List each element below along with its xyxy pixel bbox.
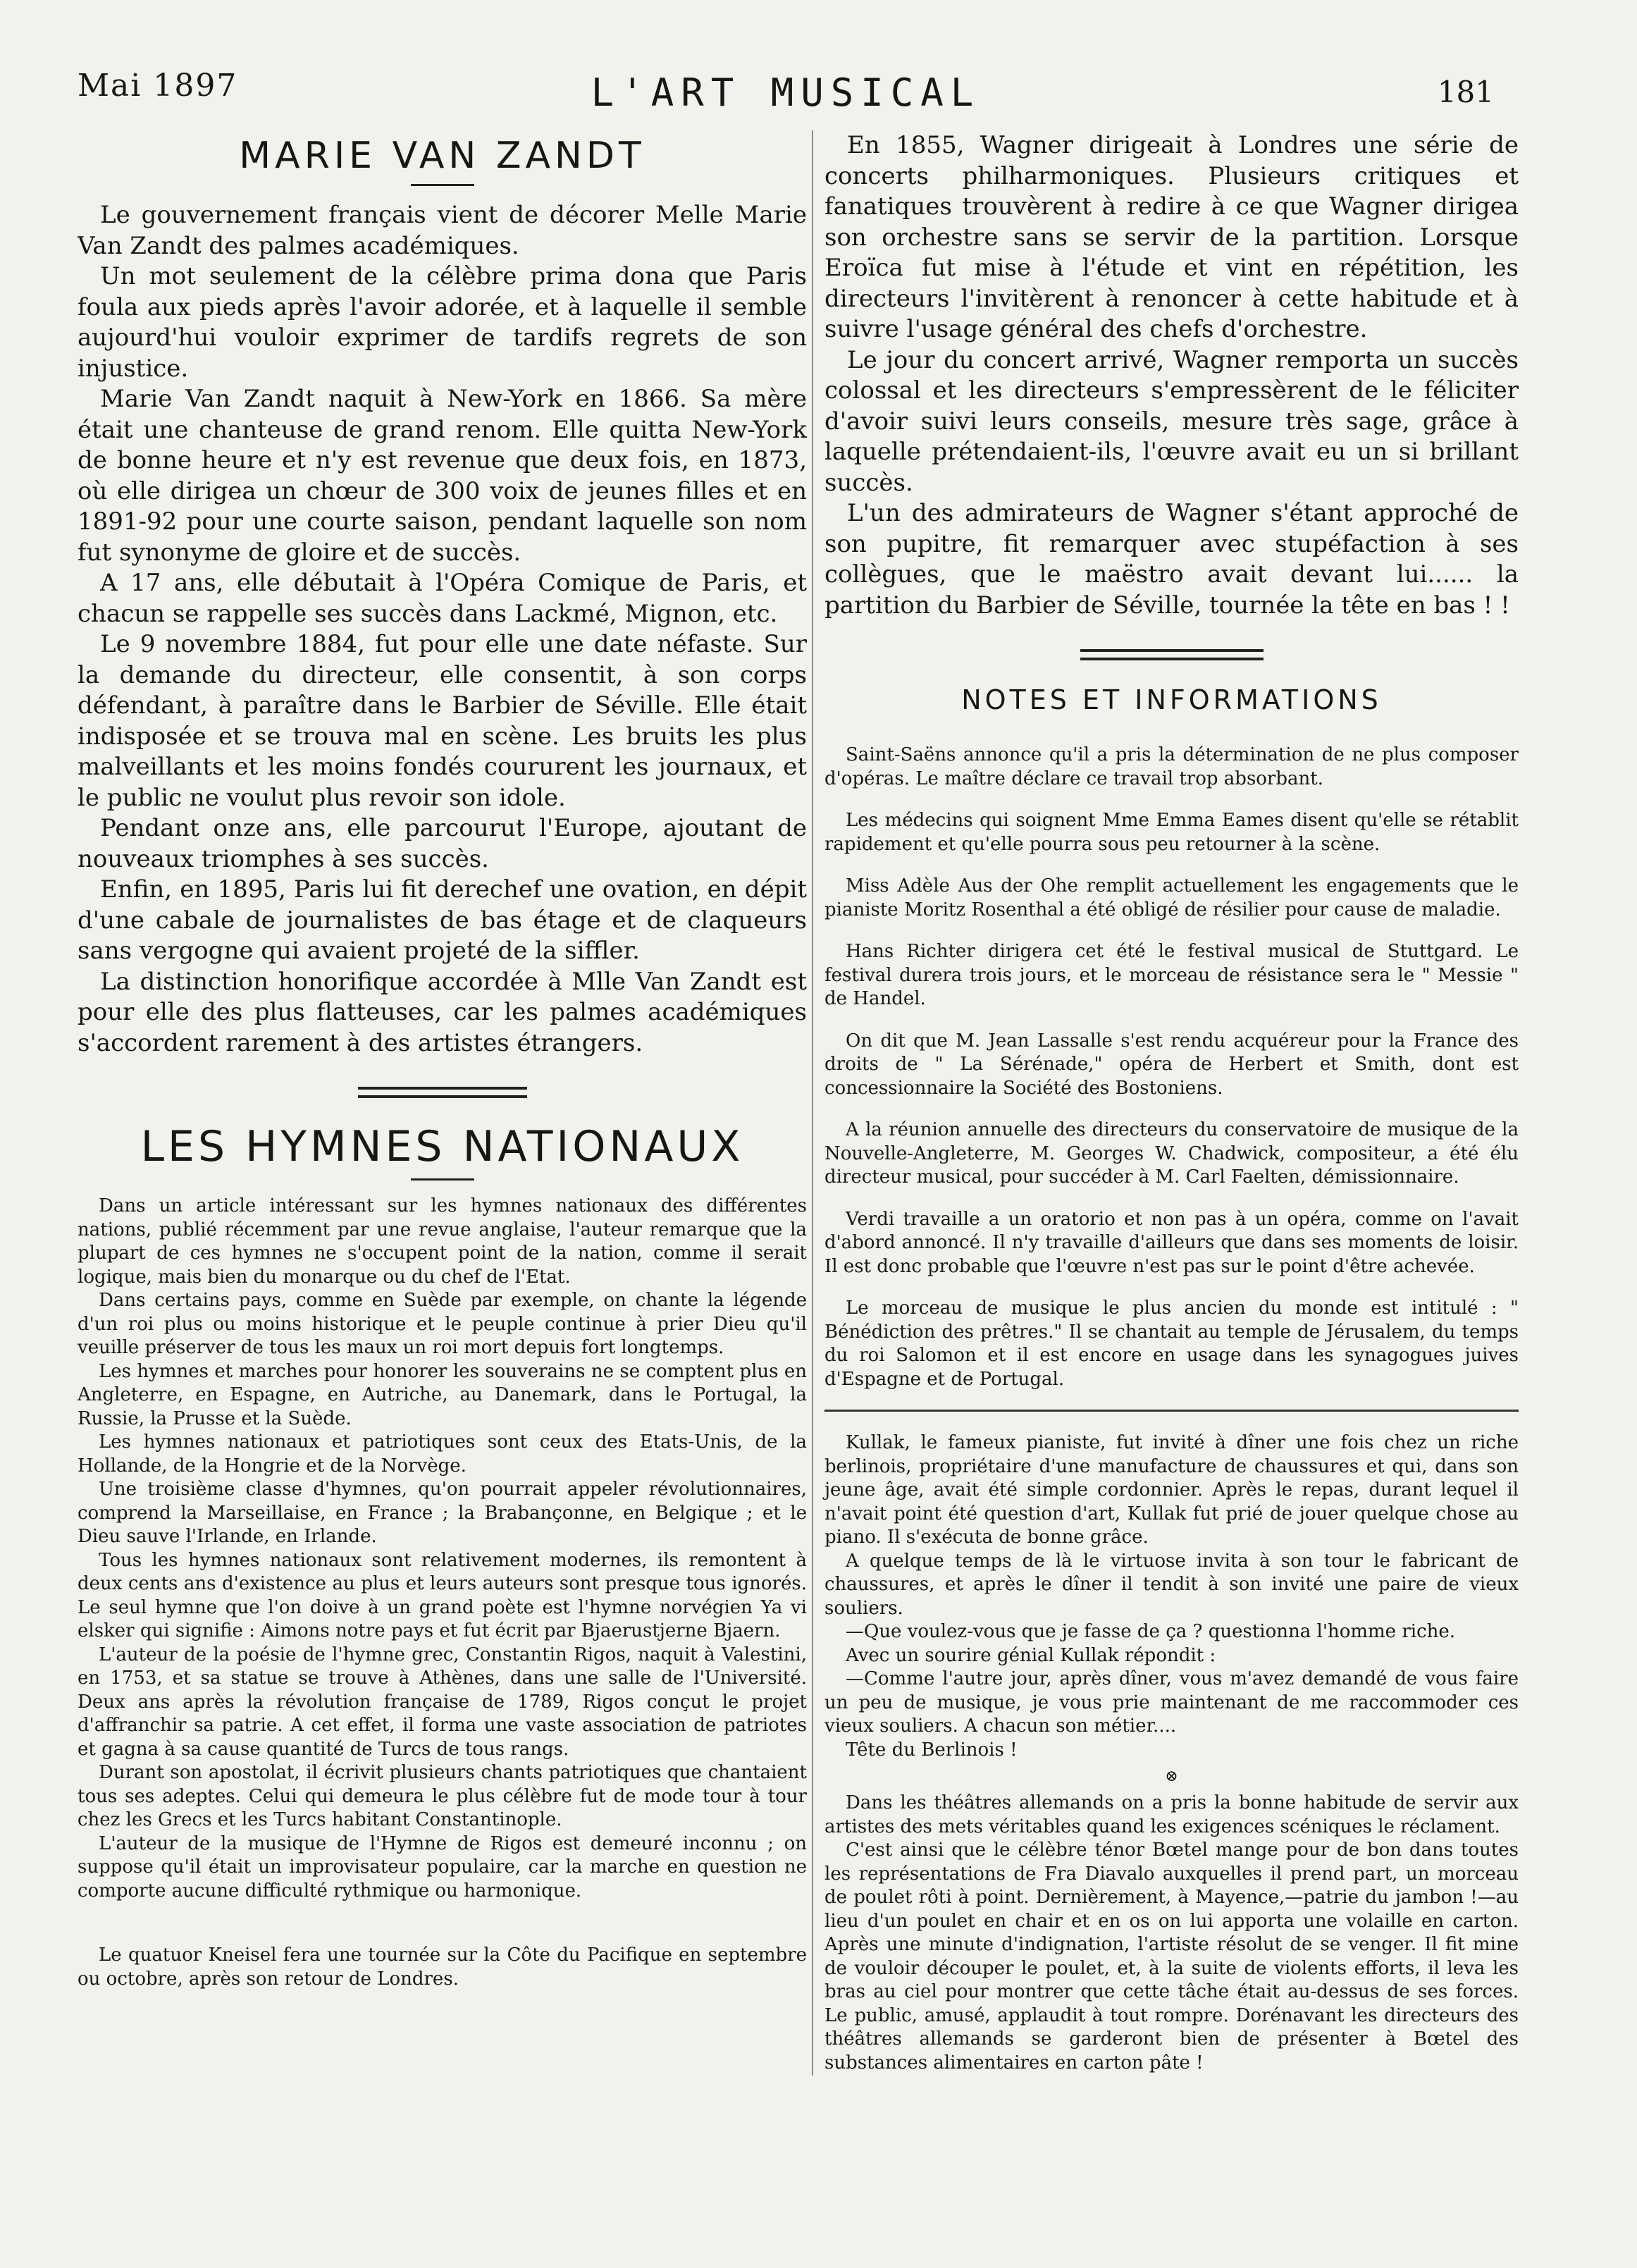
kneisel-note: Le quatuor Kneisel fera une tournée sur la Côte du Pacifique en septembre ou octobre, après son retour de Londres. xyxy=(78,1945,807,1990)
article-paragraph: Dans certains pays, comme en Suède par exemple, on chante la légende d'un roi plus ou moins historique et le peuple continue à prier Dieu qu'il veuille préserver de tous les maux un roi mort depuis fort longtemps. xyxy=(78,1290,807,1358)
title-rule xyxy=(411,1178,474,1181)
article-paragraph: A 17 ans, elle débutait à l'Opéra Comique de Paris, et chacun se rappelle ses succès dans Lackmé, Mignon, etc. xyxy=(78,569,807,628)
news-item: A la réunion annuelle des directeurs du conservatoire de musique de la Nouvelle-Angleterre, M. Georges W. Chadwick, compositeur, a été élu directeur musical, pour succéder à M. Carl Faelten, démissionnaire. xyxy=(824,1119,1519,1188)
article-paragraph: Durant son apostolat, il écrivit plusieurs chants patriotiques que chantaient tous ses adeptes. Celui qui demeura le plus célèbre fut de mode tour à tour chez les Grecs et les Turcs habitant Constantinople. xyxy=(78,1762,807,1830)
section-double-rule xyxy=(1080,649,1264,660)
anecdote-paragraph: C'est ainsi que le célèbre ténor Bœtel mange pour de bon dans toutes les représentations de Fra Diavalo auxquelles il prend part, un morceau de poulet rôti à point. Dernièrement, à Mayence,—patrie du jambon !—au lieu d'un poulet en chair et en os on lui apporta une volaille en carton. Après une minute d'indignation, l'artiste résolut de se venger. Il fit mine de vouloir découper le poulet, et, à la suite de violents efforts, il leva les bras au ciel pour montrer que cette tâche était au-dessus de ses forces. Le public, amusé, applaudit à tout rompre. Dorénavant les directeurs des théâtres allemands se garderont bien de présenter à Bœtel des substances alimentaires en carton pâte ! xyxy=(824,1839,1519,2073)
anecdote-paragraph: —Comme l'autre jour, après dîner, vous m'avez demandé de vous faire un peu de musique, je vous prie maintenant de me raccommoder ces vieux souliers. A chacun son métier.... xyxy=(824,1668,1519,1737)
article-paragraph: Un mot seulement de la célèbre prima dona que Paris foula aux pieds après l'avoir adorée, et à laquelle il semble aujourd'hui vouloir exprimer de tardifs regrets de son injustice. xyxy=(78,262,807,383)
article-paragraph: L'un des admirateurs de Wagner s'étant approché de son pupitre, fit remarquer avec stupéfaction à ses collègues, que le maëstro avait devant lui...... la partition du Barbier de Séville, tournée la tête en bas ! ! xyxy=(824,499,1519,620)
news-item: Miss Adèle Aus der Ohe remplit actuellement les engagements que le pianiste Moritz Rosenthal a été obligé de résilier pour cause de maladie. xyxy=(824,875,1519,920)
article-paragraph: Tous les hymnes nationaux sont relativement modernes, ils remontent à deux cents ans d'existence au plus et leurs auteurs sont presque tous ignorés. Le seul hymne que l'on doive à un grand poète est l'hymne norvégien Ya vi elsker qui signifie : Aimons notre pays et fut écrit par Bjaerustjerne Bjaern. xyxy=(78,1549,807,1641)
article-paragraph: L'auteur de la poésie de l'hymne grec, Constantin Rigos, naquit à Valestini, en 1753, et sa statue se trouve à Athènes, dans une salle de l'Université. Deux ans après la révolution française de 1789, Rigos conçut le projet d'affranchir sa patrie. A cet effet, il forma une vaste association de patriotes et gagna à sa cause quantité de Turcs de tous rangs. xyxy=(78,1644,807,1760)
anecdote-paragraph: —Que voulez-vous que je fasse de ça ? questionna l'homme riche. xyxy=(846,1621,1456,1642)
column-divider xyxy=(812,130,813,2076)
right-column xyxy=(824,130,1519,2075)
page-number: 181 xyxy=(1437,75,1494,109)
article-paragraph: Une troisième classe d'hymnes, qu'on pourrait appeler révolutionnaires, comprend la Marseillaise, en France ; la Brabançonne, en Belgique ; et le Dieu sauve l'Irlande, en Irlande. xyxy=(78,1479,807,1547)
article-paragraph: Le jour du concert arrivé, Wagner remporta un succès colossal et les directeurs s'empressèrent de le féliciter d'avoir suivi leurs conseils, mesure très sage, grâce à laquelle prétendaient-ils, l'œuvre avait eu un si brillant succès. xyxy=(824,345,1519,497)
article-paragraph: Les hymnes et marches pour honorer les souverains ne se comptent plus en Angleterre, en Espagne, en Autriche, au Danemark, dans le Portugal, la Russie, la Prusse et la Suède. xyxy=(78,1360,807,1429)
article-paragraph: Pendant onze ans, elle parcourut l'Europe, ajoutant de nouveaux triomphes à ses succès. xyxy=(78,814,807,873)
news-item: Verdi travaille a un oratorio et non pas à un opéra, comme on l'avait d'abord annoncé. Il n'y travaille d'ailleurs que dans ses moments de loisir. Il est donc probable que l'œuvre n'est pas sur le point d'être achevée. xyxy=(824,1208,1519,1277)
news-item: On dit que M. Jean Lassalle s'est rendu acquéreur pour la France des droits de " La Sérénade," opéra de Herbert et Smith, dont est concessionnaire la Société des Bostoniens. xyxy=(824,1030,1519,1099)
anecdote-paragraph: Kullak, le fameux pianiste, fut invité à dîner une fois chez un riche berlinois, propriétaire d'une manufacture de chaussures et qui, dans son jeune âge, avait été simple cordonnier. Après le repas, durant lequel il n'avait point été question d'art, Kullak fut prié de jouer quelque chose au piano. Il s'exécuta de bonne grâce. xyxy=(824,1432,1519,1548)
news-item: Le morceau de musique le plus ancien du monde est intitulé : " Bénédiction des prêtres." Il se chantait au temple de Jérusalem, du temps du roi Salomon et il est encore en usage dans les synagogues juives d'Espagne et de Portugal. xyxy=(824,1298,1519,1390)
news-item: Saint-Saëns annonce qu'il a pris la détermination de ne plus composer d'opéras. Le maître déclare ce travail trop absorbant. xyxy=(824,744,1519,789)
article-paragraph: En 1855, Wagner dirigeait à Londres une série de concerts philharmoniques. Plusieurs critiques et fanatiques trouvèrent à redire à ce que Wagner dirigea son orchestre sans se servir de la partition. Lorsque Eroïca fut mise à l'étude et vint en répétition, les directeurs l'invitèrent à renoncer à cette habitude et à suivre l'usage général des chefs d'orchestre. xyxy=(824,131,1519,343)
anecdote-paragraph: Dans les théâtres allemands on a pris la bonne habitude de servir aux artistes des mets véritables quand les exigences scéniques le réclament. xyxy=(824,1792,1519,1837)
van-zandt-title: MARIE VAN ZANDT xyxy=(239,135,645,177)
article-paragraph: Le 9 novembre 1884, fut pour elle une date néfaste. Sur la demande du directeur, elle consentit, à son corps défendant, à paraître dans le Barbier de Séville. Elle était indisposée et se trouva mal en scène. Les bruits les plus malveillants et les moins fondés coururent les journaux, et le public ne voulut plus revoir son idole. xyxy=(78,630,807,812)
title-rule xyxy=(411,184,474,186)
article-paragraph: Dans un article intéressant sur les hymnes nationaux des différentes nations, publié récemment par une revue anglaise, l'auteur remarque que la plupart de ces hymnes ne s'occupent point de la nation, comme il serait logique, mais bien du monarque ou du chef de l'Etat. xyxy=(78,1195,807,1288)
article-paragraph: La distinction honorifique accordée à Mlle Van Zandt est pour elle des plus flatteuses, car les palmes académiques s'accordent rarement à des artistes étrangers. xyxy=(78,967,807,1057)
article-paragraph: Enfin, en 1895, Paris lui fit derechef une ovation, en dépit d'une cabale de journalistes de bas étage et de claqueurs sans vergogne qui avaient projeté de la siffler. xyxy=(78,875,807,965)
article-paragraph: Marie Van Zandt naquit à New-York en 1866. Sa mère était une chanteuse de grand renom. Elle quitta New-York de bonne heure et n'y est revenue que deux fois, en 1873, où elle dirigea un chœur de 300 voix de jeunes filles et en 1891-92 pour une courte saison, pendant laquelle son nom fut synonyme de gloire et de succès. xyxy=(78,385,807,567)
news-item: Les médecins qui soignent Mme Emma Eames disent qu'elle se rétablit rapidement et qu'elle pourra sous peu retourner à la scène. xyxy=(824,810,1519,855)
boetel-anecdote xyxy=(824,1792,1519,2075)
separator-ornament: ⊗ xyxy=(1165,1768,1178,1785)
article-paragraph: Les hymnes nationaux et patriotiques sont ceux des Etats-Unis, de la Hollande, de la Hongrie et de la Norvège. xyxy=(78,1431,807,1477)
notes-list xyxy=(824,744,1519,1391)
van-zandt-article xyxy=(78,200,807,1059)
article-paragraph: Le gouvernement français vient de décorer Melle Marie Van Zandt des palmes académiques. xyxy=(78,201,807,260)
kullak-anecdote xyxy=(824,1431,1519,1762)
hymnes-title: LES HYMNES NATIONAUX xyxy=(140,1122,744,1171)
hymnes-article xyxy=(78,1195,807,1903)
wagner-article xyxy=(824,130,1519,621)
journal-title: L'ART MUSICAL xyxy=(591,70,981,115)
section-rule xyxy=(824,1410,1519,1412)
left-column xyxy=(78,130,807,1991)
page-header xyxy=(78,55,1494,118)
notes-title: NOTES ET INFORMATIONS xyxy=(961,684,1382,715)
anecdote-paragraph: Avec un sourire génial Kullak répondit : xyxy=(846,1644,1216,1666)
section-double-rule xyxy=(358,1087,527,1098)
anecdote-paragraph: A quelque temps de là le virtuose invita à son tour le fabricant de chaussures, et après le dîner il tendit à son invité une paire de vieux souliers. xyxy=(824,1550,1519,1619)
issue-date: Mai 1897 xyxy=(78,68,238,104)
anecdote-paragraph: Tête du Berlinois ! xyxy=(846,1739,1018,1761)
article-paragraph: L'auteur de la musique de l'Hymne de Rigos est demeuré inconnu ; on suppose qu'il était un improvisateur populaire, car la marche en question ne comporte aucune difficulté rythmique ou harmonique. xyxy=(78,1832,807,1902)
news-item: Hans Richter dirigera cet été le festival musical de Stuttgard. Le festival durera trois jours, et le morceau de résistance sera le " Messie " de Handel. xyxy=(824,941,1519,1009)
